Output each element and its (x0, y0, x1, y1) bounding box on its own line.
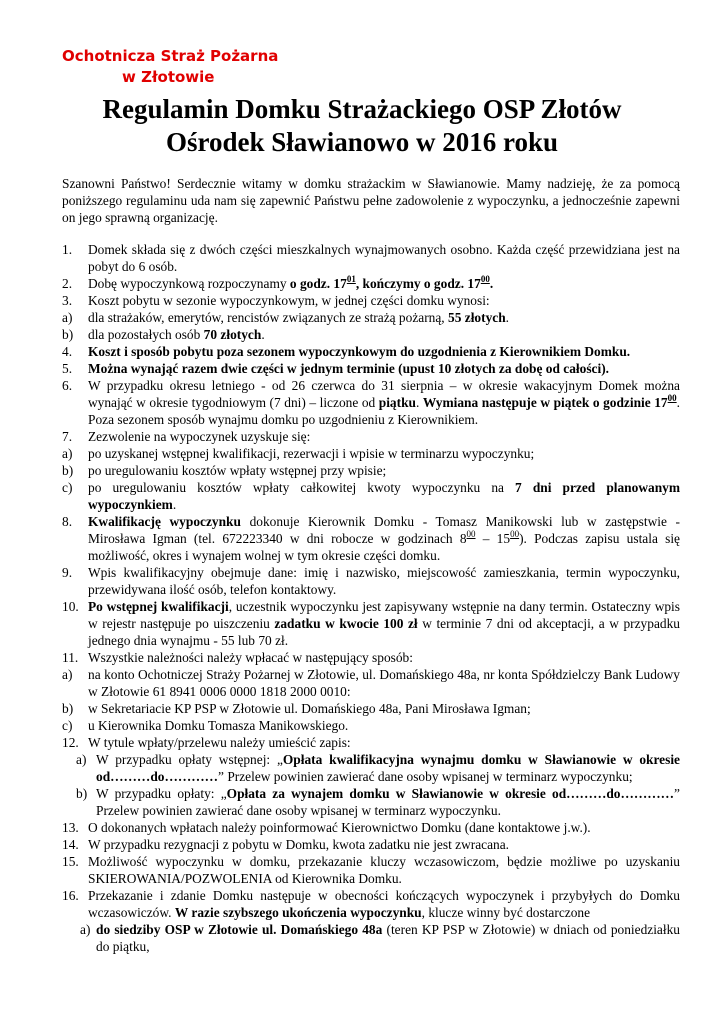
item-text-bold: 55 złotych (448, 310, 506, 325)
list-subitem (62, 921, 680, 955)
list-item (62, 564, 680, 598)
item-text: O dokonanych wpłatach należy poinformować Kierownictwo Domku (dane kontaktowe j.w.). (88, 820, 591, 835)
item-marker: b) (62, 463, 74, 478)
intro-paragraph: Szanowni Państwo! Serdecznie witamy w domku strażackim w Sławianowie. Mamy nadzieję, że za pomocą poniższego regulaminu uda nam się zapewnić Państwu pełne zadowolenie z wypoczynku, a jednocześnie zapewni on jego sprawną organizację. (62, 176, 680, 225)
item-marker: 1. (62, 242, 73, 257)
item-text-bold: do siedziby OSP w Złotowie ul. Domańskiego 48a (96, 922, 383, 937)
item-text: Koszt pobytu w sezonie wypoczynkowym, w jednej części domku wynosi: (88, 293, 490, 308)
item-text: W przypadku rezygnacji z pobytu w Domku, kwota zadatku nie jest zwracana. (88, 837, 510, 852)
item-text-bold: 70 złotych (203, 327, 262, 342)
item-text: . (415, 395, 423, 410)
item-text: . Poza sezonem sposób wynajmu domku po uzgodnieniu z Kierownikiem. (88, 395, 680, 427)
document-title-line-1: Regulamin Domku Strażackiego OSP Złotów (102, 94, 622, 124)
item-marker: 14. (62, 837, 79, 852)
item-text-bold: Można wynająć razem dwie części w jednym terminie (upust 10 złotych za dobę od całości). (88, 361, 610, 376)
item-text: w terminie 7 dni od akceptacji, a w przypadku jednego dnia wynajmu - 55 lub 70 zł. (88, 616, 680, 648)
list-subitem (62, 785, 680, 819)
list-item (62, 377, 680, 428)
item-text-bold: W razie szybszego ukończenia wypoczynku (174, 905, 422, 920)
item-text-bold: 7 dni przed planowanym wypoczynkiem (88, 480, 680, 512)
item-text: u Kierownika Domku Tomasza Manikowskiego. (88, 718, 349, 733)
item-marker: 3. (62, 293, 73, 308)
item-text-bold: o godz. 17 (289, 276, 347, 291)
list-item (62, 887, 680, 921)
item-text: W przypadku opłaty wstępnej: „ (96, 752, 283, 767)
item-text: W tytule wpłaty/przelewu należy umieścić zapis: (88, 735, 351, 750)
item-text: W przypadku opłaty: „ (96, 786, 227, 801)
list-subitem (62, 666, 680, 700)
rules-list (62, 241, 680, 955)
organization-name (62, 46, 278, 88)
item-text: . (505, 310, 510, 325)
list-subitem (62, 326, 680, 343)
list-item (62, 513, 680, 564)
list-item (62, 428, 680, 445)
item-text: , klucze winny być dostarczone (421, 905, 591, 920)
document-title-line-2: Ośrodek Sławianowo w 2016 roku (165, 127, 559, 157)
item-marker: 6. (62, 378, 73, 393)
list-item (62, 292, 680, 309)
list-subitem (62, 462, 680, 479)
list-item (62, 734, 680, 751)
item-text-bold: zadatku w kwocie 100 zł (274, 616, 418, 631)
time-superscript: 00 (480, 274, 490, 284)
list-item (62, 836, 680, 853)
item-text-bold: . (489, 276, 494, 291)
item-text: ). Podczas zapisu ustala się możliwość, okres i wynajem wolnej w tym okresie części domku. (88, 531, 680, 563)
time-superscript: 01 (346, 274, 356, 284)
item-marker: a) (62, 667, 73, 682)
time-superscript: 00 (667, 393, 677, 403)
item-text: ” Przelew powinien zawierać dane osoby wpisanej w terminarz wypoczynku. (96, 786, 680, 818)
item-text: ” Przelew powinien zawierać dane osoby wpisanej w terminarz wypoczynku; (218, 769, 633, 784)
item-text-bold: Opłata kwalifikacyjna wynajmu domku w Sławianowie w okresie od………do………… (96, 752, 680, 784)
list-item (62, 853, 680, 887)
item-text: Dobę wypoczynkową rozpoczynamy (88, 276, 290, 291)
item-marker: 12. (62, 735, 79, 750)
item-marker: c) (62, 718, 73, 733)
list-item (62, 649, 680, 666)
item-text: Domek składa się z dwóch części mieszkalnych wynajmowanych osobno. Każda część przewidziana jest na pobyt do 6 osób. (88, 242, 680, 274)
time-superscript: 00 (466, 529, 476, 539)
list-item (62, 598, 680, 649)
item-text-bold: Koszt i sposób pobytu poza sezonem wypoczynkowym do uzgodnienia z Kierownikiem Domku. (88, 344, 631, 359)
item-text: . (172, 497, 177, 512)
item-marker: a) (62, 446, 73, 461)
item-text: dla strażaków, emerytów, rencistów związanych ze strażą pożarną, (88, 310, 449, 325)
item-marker: b) (62, 327, 74, 342)
item-text-bold: piątku (378, 395, 416, 410)
list-subitem (62, 445, 680, 462)
item-text: na konto Ochotniczej Straży Pożarnej w Złotowie, ul. Domańskiego 48a, nr konta Spółdzielczy Bank Ludowy w Złotowie 61 8941 0006 0000 1818 2000 0010: (88, 667, 680, 699)
item-marker: 10. (62, 599, 79, 614)
item-text: Zezwolenie na wypoczynek uzyskuje się: (88, 429, 311, 444)
item-text: dla pozostałych osób (88, 327, 204, 342)
list-item (62, 819, 680, 836)
item-marker: 9. (62, 565, 73, 580)
item-marker: a) (76, 752, 87, 767)
list-item (62, 343, 680, 360)
item-marker: 8. (62, 514, 73, 529)
item-text-bold: Kwalifikację wypoczynku (88, 514, 241, 529)
item-text: Wpis kwalifikacyjny obejmuje dane: imię i nazwisko, miejscowość zamieszkania, termin wypoczynku, przewidywana ilość osób, telefon kontaktowy. (88, 565, 680, 597)
item-marker: 16. (62, 888, 79, 903)
item-marker: 7. (62, 429, 73, 444)
item-text-bold: , kończymy o godz. 17 (355, 276, 481, 291)
list-item (62, 275, 680, 292)
list-subitem (62, 309, 680, 326)
item-marker: a) (80, 922, 91, 937)
org-line-1: Ochotnicza Straż Pożarna (62, 47, 279, 65)
item-marker: 11. (62, 650, 79, 665)
item-text: W przypadku okresu letniego - od 26 czerwca do 31 sierpnia – w okresie wakacyjnym Domek można wynająć w okresie tygodniowym (7 dni) – liczone od (88, 378, 680, 410)
item-text: dokonuje Kierownik Domku - Tomasz Manikowski lub w zastępstwie - Mirosława Igman (tel. 672223340 w dni robocze w godzinach 8 (88, 514, 681, 546)
item-marker: b) (62, 701, 74, 716)
item-text: , uczestnik wypoczynku jest zapisywany wstępnie na dany termin. Ostateczny wpis w rejestr następuje po uiszczeniu (88, 599, 680, 631)
item-text: po uregulowaniu kosztów wpłaty całkowitej kwoty wypoczynku na (88, 480, 516, 495)
item-marker: 15. (62, 854, 79, 869)
list-subitem (62, 479, 680, 513)
item-marker: 2. (62, 276, 73, 291)
item-text-bold: Opłata za wynajem domku w Sławianowie w okresie od………do………… (226, 786, 675, 801)
list-item (62, 360, 680, 377)
item-text-bold: Wymiana następuje w piątek o godzinie 17 (422, 395, 668, 410)
item-text: – 15 (475, 531, 511, 546)
item-text: w Sekretariacie KP PSP w Złotowie ul. Domańskiego 48a, Pani Mirosława Igman; (88, 701, 531, 716)
item-text: po uregulowaniu kosztów wpłaty wstępnej przy wpisie; (88, 463, 387, 478)
item-marker: c) (62, 480, 73, 495)
item-marker: 5. (62, 361, 73, 376)
item-marker: 4. (62, 344, 73, 359)
list-subitem (62, 717, 680, 734)
item-marker: 13. (62, 820, 79, 835)
item-text: Możliwość wypoczynku w domku, przekazanie kluczy wczasowiczom, będzie możliwe po uzyskaniu SKIEROWANIA/POZWOLENIA od Kierownika Domku. (88, 854, 680, 886)
list-item (62, 241, 680, 275)
item-text: Przekazanie i zdanie Domku następuje w obecności kończących wypoczynek i przybyłych do Domku wczasowiczów. (88, 888, 680, 920)
org-line-2: w Złotowie (122, 68, 215, 86)
item-marker: a) (62, 310, 73, 325)
list-subitem (62, 751, 680, 785)
item-text-bold: Po wstępnej kwalifikacji (88, 599, 229, 614)
item-text: . (261, 327, 265, 342)
item-text: Wszystkie należności należy wpłacać w następujący sposób: (88, 650, 413, 665)
item-text: po uzyskanej wstępnej kwalifikacji, rezerwacji i wpisie w terminarzu wypoczynku; (88, 446, 535, 461)
item-text: (teren KP PSP w Złotowie) w dniach od poniedziałku do piątku, (96, 922, 680, 954)
item-marker: b) (76, 786, 88, 801)
list-subitem (62, 700, 680, 717)
time-superscript: 00 (510, 529, 520, 539)
